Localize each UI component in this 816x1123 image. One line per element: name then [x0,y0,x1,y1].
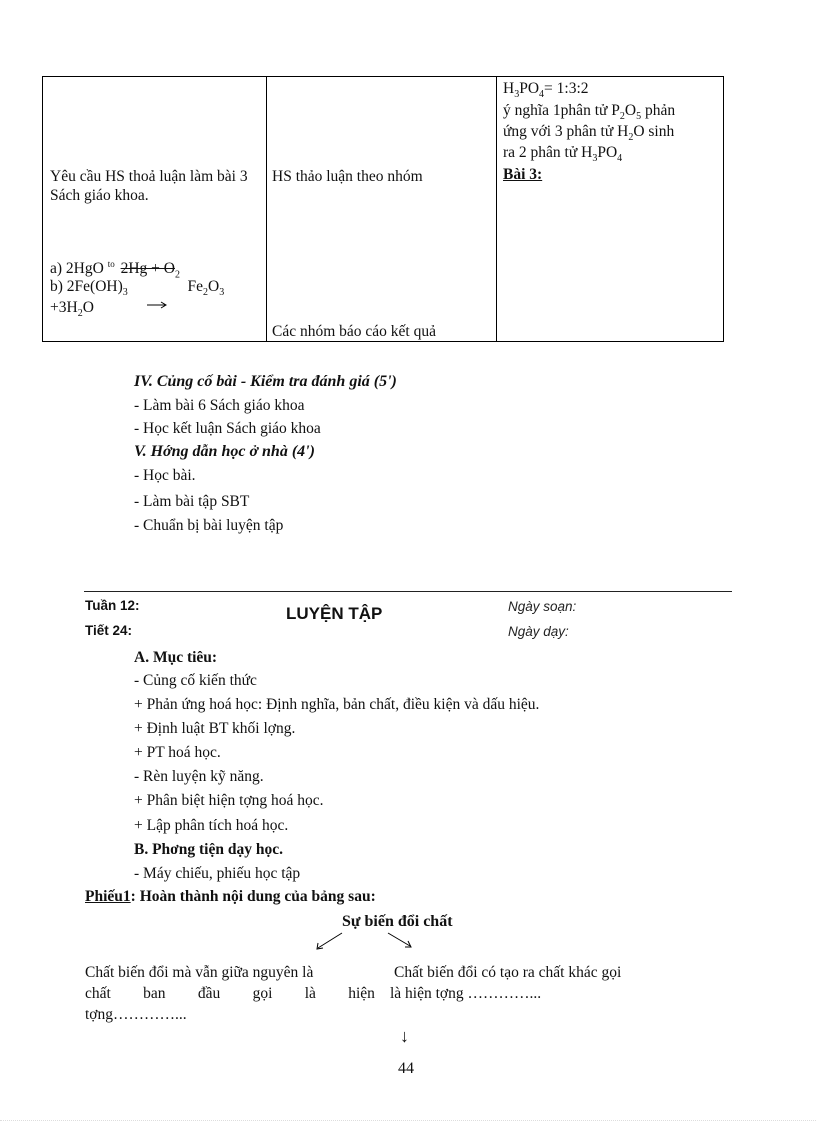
group-report: Các nhóm báo cáo kết quả [272,323,436,340]
student-discussion: HS thảo luận theo nhóm [272,168,423,185]
chemical-change-line-1: Chất biến đổi có tạo ra chất khác gọi [394,964,622,981]
equation-a: a) 2HgO $^{to}$ $2Hg + O_2$ [50,259,180,281]
meaning-line-3: ra 2 phân tử $H_3PO_4$ [503,144,623,165]
physical-change-line-2: chất ban đầu gọi là hiện [85,985,375,1002]
objective-item: - Củng cố kiến thức [134,672,257,689]
equation-b: b) $2Fe(OH)_3$ $Fe_2O_3$ [50,277,264,302]
table-divider-1 [266,77,267,341]
worksheet-instruction: Phiếu1: Hoàn thành nội dung của bảng sau: [85,888,376,905]
table-divider-2 [496,77,497,341]
exercise-3-label: Bài 3: [503,166,543,183]
diagram-center-title: Sự biến đổi chất [342,913,453,930]
section-5-item: - Học bài. [134,467,196,484]
down-arrow-icon: ↓ [400,1026,409,1046]
means-heading: B. Phơng tiện dạy học. [134,841,283,858]
section-4-item: - Làm bài 6 Sách giáo khoa [134,397,305,414]
page-number: 44 [398,1060,414,1077]
branch-arrows-icon [312,930,422,952]
section-divider [84,591,732,592]
section-4-item: - Học kết luận Sách giáo khoa [134,420,321,437]
prep-date: Ngày soạn: [508,599,577,614]
teacher-request: Yêu cầu HS thoả luận làm bài 3 Sách giáo khoa. [50,168,248,204]
physical-change-line-1: Chất biến đổi mà vẫn giữa nguyên là [85,964,314,981]
page-bottom-border [0,1120,816,1121]
lesson-table [42,76,724,342]
objective-item: + Phân biệt hiện tợng hoá học. [134,792,324,809]
chemical-change-line-2: là hiện tợng …………... [390,985,542,1002]
section-5-item: - Chuẩn bị bài luyện tập [134,517,284,534]
objectives-heading: A. Mục tiêu: [134,649,218,666]
equation-b-line2: $+3H_2O$ [50,299,94,320]
section-5-heading: V. Hớng dẫn học ở nhà (4') [134,443,315,460]
equation-a-product: 2Hg + O [120,260,175,278]
worksheet-label: Phiếu1 [85,888,131,905]
objective-item: + Định luật BT khối lợng. [134,720,296,737]
section-5-item: - Làm bài tập SBT [134,493,250,510]
section-4-heading: IV. Củng cố bài - Kiểm tra đánh giá (5') [134,373,397,390]
objective-item: + Phản ứng hoá học: Định nghĩa, bản chất, điều kiện và dấu hiệu. [134,696,540,713]
ratio-line: $H_3PO_4=$ 1:3:2 [503,80,589,101]
objective-item: - Rèn luyện kỹ năng. [134,768,264,785]
period-label: Tiết 24: [85,623,133,638]
objective-item: + PT hoá học. [134,744,221,761]
means-item: - Máy chiếu, phiếu học tập [134,865,301,882]
week-label: Tuần 12: [85,598,140,613]
objective-item: + Lập phân tích hoá học. [134,817,289,834]
teach-date: Ngày dạy: [508,624,569,639]
physical-change-line-3: tợng…………... [85,1006,187,1023]
lesson-title: LUYỆN TẬP [286,604,383,623]
meaning-line-2: ứng với 3 phân tử $H_2O$ sinh [503,123,675,144]
meaning-line-1: ý nghĩa 1phân tử $P_2O_5$ phản [503,102,676,123]
